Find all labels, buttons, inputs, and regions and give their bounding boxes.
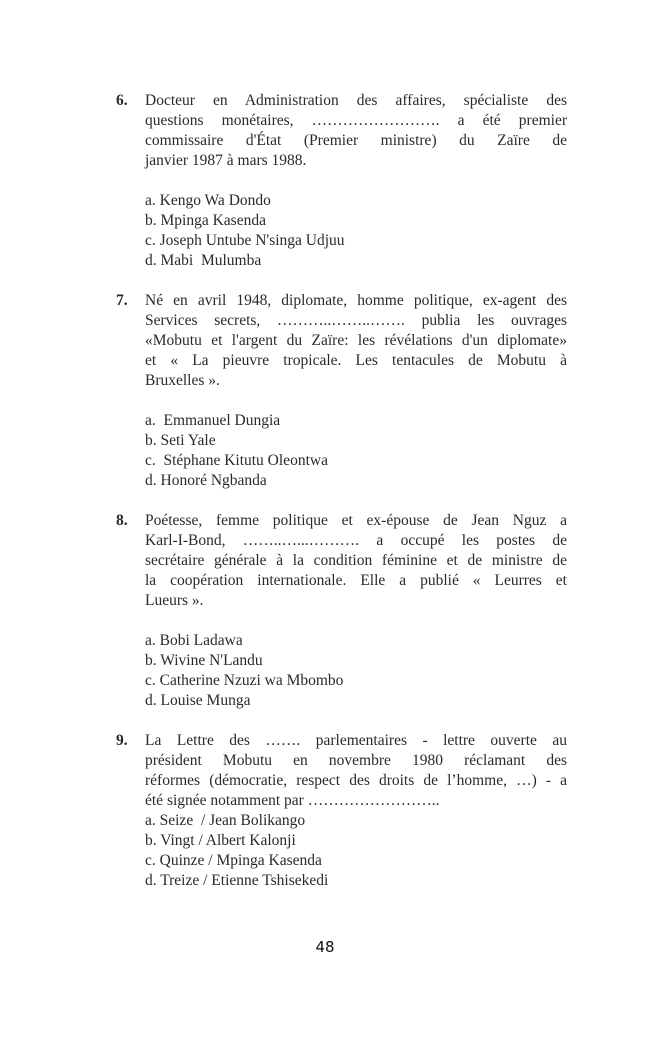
question-text-line: la coopération internationale. Elle a publié « Leurres et xyxy=(145,572,567,589)
question-body xyxy=(145,511,567,711)
answer-option: a. Emmanuel Dungia xyxy=(145,412,281,429)
answer-option: d. Honoré Ngbanda xyxy=(145,472,267,489)
answer-option: a. Kengo Wa Dondo xyxy=(145,192,271,209)
question-body xyxy=(145,291,567,491)
question-9 xyxy=(116,731,567,891)
question-body xyxy=(145,731,567,891)
question-text-line: Docteur en Administration des affaires, spécialiste des xyxy=(145,92,567,109)
question-text-line: janvier 1987 à mars 1988. xyxy=(145,152,307,169)
answer-option: d. Mabi Mulumba xyxy=(145,252,262,269)
question-text-line: Poétesse, femme politique et ex-épouse de Jean Nguz a xyxy=(145,512,567,529)
question-text-line: président Mobutu en novembre 1980 réclamant des xyxy=(145,752,567,769)
question-text-line: secrétaire générale à la condition féminine et de ministre de xyxy=(145,552,567,569)
question-text-line: réformes (démocratie, respect des droits de l’homme, …) - a xyxy=(145,772,567,789)
answer-option: c. Catherine Nzuzi wa Mbombo xyxy=(145,672,344,689)
question-text-line: «Mobutu et l'argent du Zaïre: les révélations d'un diplomate» xyxy=(145,332,567,349)
question-number: 8. xyxy=(116,512,128,529)
question-text-line: questions monétaires, ……………………. a été premier xyxy=(145,112,567,129)
question-text-line: Services secrets, ………..……..……. publia les ouvrages xyxy=(145,312,567,329)
answer-option: b. Wivine N'Landu xyxy=(145,652,263,669)
answer-option: b. Vingt / Albert Kalonji xyxy=(145,832,296,849)
answer-option: c. Quinze / Mpinga Kasenda xyxy=(145,852,322,869)
question-text-line: commissaire d'État (Premier ministre) du Zaïre de xyxy=(145,132,567,149)
question-text-line: été signée notamment par …………………….. xyxy=(145,792,440,809)
question-number: 6. xyxy=(116,92,128,109)
answer-option: d. Treize / Etienne Tshisekedi xyxy=(145,872,329,889)
answer-option: c. Stéphane Kitutu Oleontwa xyxy=(145,452,328,469)
question-text-line: Bruxelles ». xyxy=(145,372,220,389)
question-text-line: Né en avril 1948, diplomate, homme politique, ex-agent des xyxy=(145,292,567,309)
question-text-line: La Lettre des ……. parlementaires - lettre ouverte au xyxy=(145,732,567,749)
question-text-line: Lueurs ». xyxy=(145,592,204,609)
answer-option: a. Bobi Ladawa xyxy=(145,632,243,649)
question-number: 9. xyxy=(116,732,128,749)
answer-option: a. Seize / Jean Bolikango xyxy=(145,812,306,829)
answer-option: c. Joseph Untube N'singa Udjuu xyxy=(145,232,345,249)
answer-option: b. Mpinga Kasenda xyxy=(145,212,266,229)
question-8 xyxy=(116,511,567,711)
answer-option: d. Louise Munga xyxy=(145,692,251,709)
page-number: 48 xyxy=(315,938,335,956)
question-body xyxy=(145,91,567,271)
answer-option: b. Seti Yale xyxy=(145,432,216,449)
question-number: 7. xyxy=(116,292,128,309)
question-text-line: et « La pieuvre tropicale. Les tentacules de Mobutu à xyxy=(145,352,567,369)
question-7 xyxy=(116,291,567,491)
question-text-line: Karl-I-Bond, ……..…...………. a occupé les postes de xyxy=(145,532,567,549)
question-6 xyxy=(116,91,567,271)
